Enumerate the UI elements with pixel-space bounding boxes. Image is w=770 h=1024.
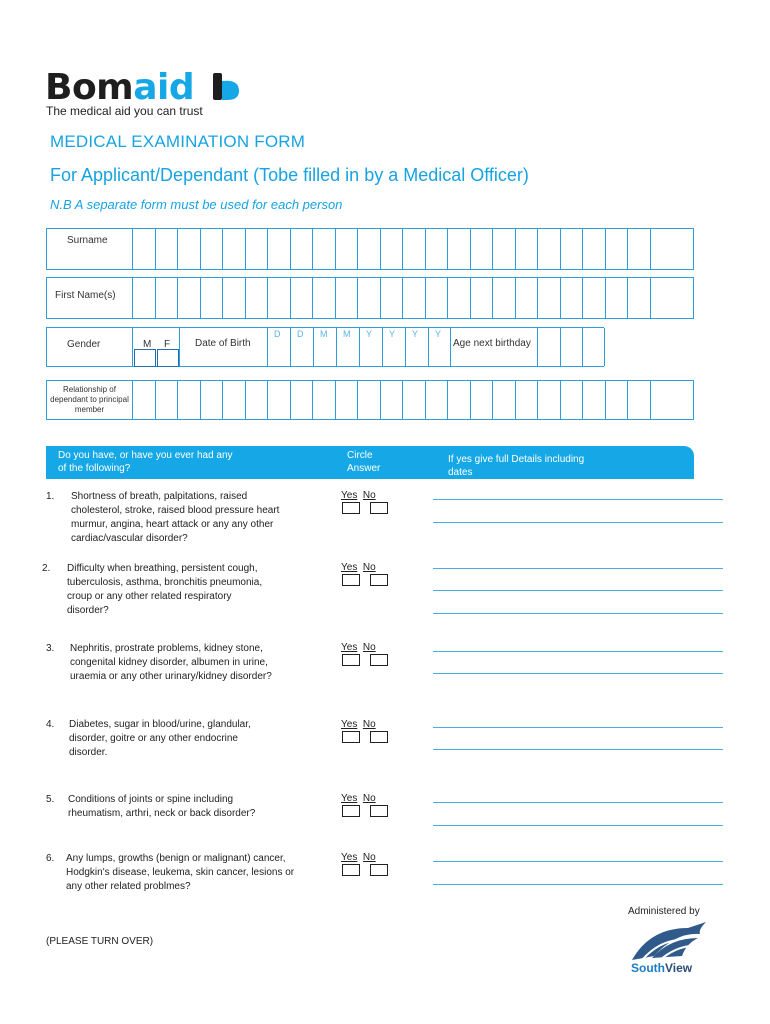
no-box-2[interactable] bbox=[370, 574, 388, 586]
details-line-5b[interactable] bbox=[433, 825, 723, 826]
details-line-5a[interactable] bbox=[433, 802, 723, 803]
form-title: MEDICAL EXAMINATION FORM bbox=[50, 132, 306, 151]
details-line-3a[interactable] bbox=[433, 651, 723, 652]
question-3: 3. Nephritis, prostrate problems, kidney stone, congenital kidney disorder, albumen in urine, uraemia or any other urinary/kidney disorder? bbox=[46, 643, 272, 682]
no-box-4[interactable] bbox=[370, 731, 388, 743]
gender-label: Gender bbox=[67, 339, 101, 350]
header-details: If yes give full Details including dates bbox=[448, 454, 585, 478]
relationship-label: Relationship of dependant to principal member bbox=[50, 385, 129, 414]
first-names-cells[interactable] bbox=[132, 278, 672, 318]
details-line-6a[interactable] bbox=[433, 861, 723, 862]
yes-no-1: Yes No bbox=[341, 490, 376, 501]
first-names-label: First Name(s) bbox=[55, 290, 116, 301]
yes-box-2[interactable] bbox=[342, 574, 360, 586]
yes-no-5: Yes No bbox=[341, 793, 376, 804]
surname-label: Surname bbox=[67, 235, 108, 246]
question-6: 6. Any lumps, growths (benign or malignant) cancer, Hodgkin's disease, leukema, skin cancer, lesions or any other related problmes? bbox=[46, 853, 295, 892]
no-box-3[interactable] bbox=[370, 654, 388, 666]
yes-no-3: Yes No bbox=[341, 642, 376, 653]
no-box-6[interactable] bbox=[370, 864, 388, 876]
age-cells[interactable] bbox=[537, 328, 605, 366]
yes-box-3[interactable] bbox=[342, 654, 360, 666]
gender-m-box[interactable] bbox=[134, 349, 156, 367]
bomaid-logo: Bomaid bbox=[45, 67, 195, 108]
yes-box-1[interactable] bbox=[342, 502, 360, 514]
southview-logo-icon bbox=[628, 920, 716, 962]
no-box-5[interactable] bbox=[370, 805, 388, 817]
gender-f-box[interactable] bbox=[157, 349, 179, 367]
surname-cells[interactable] bbox=[132, 229, 672, 269]
details-line-2b[interactable] bbox=[433, 590, 723, 591]
details-line-4b[interactable] bbox=[433, 749, 723, 750]
details-line-3b[interactable] bbox=[433, 673, 723, 674]
relationship-row bbox=[46, 380, 694, 420]
bomaid-heart-icon bbox=[213, 73, 239, 101]
yes-no-6: Yes No bbox=[341, 852, 376, 863]
question-1: 1. Shortness of breath, palpitations, raised cholesterol, stroke, raised blood pressure heart murmur, angina, heart attack or any any other cardiac/vascular disorder? bbox=[46, 491, 280, 544]
details-line-2c[interactable] bbox=[433, 613, 723, 614]
questions-header bbox=[46, 446, 694, 479]
gender-f-label: F bbox=[164, 339, 171, 350]
details-line-1a[interactable] bbox=[433, 499, 723, 500]
yes-box-4[interactable] bbox=[342, 731, 360, 743]
details-line-1b[interactable] bbox=[433, 522, 723, 523]
yes-box-5[interactable] bbox=[342, 805, 360, 817]
question-4: 4. Diabetes, sugar in blood/urine, glandular, disorder, goitre or any other endocrine disorder. bbox=[46, 719, 251, 758]
details-line-2a[interactable] bbox=[433, 568, 723, 569]
administered-by: Administered by bbox=[628, 906, 700, 917]
form-note: N.B A separate form must be used for each person bbox=[50, 197, 343, 212]
details-line-4a[interactable] bbox=[433, 727, 723, 728]
header-answer: Circle Answer bbox=[347, 450, 381, 474]
surname-row bbox=[46, 228, 694, 270]
form-subtitle: For Applicant/Dependant (Tobe filled in by a Medical Officer) bbox=[50, 165, 529, 185]
question-2: 2. Difficulty when breathing, persistent cough, tuberculosis, asthma, bronchitis pneumonia, croup or any other related respiratory disorder? bbox=[42, 563, 263, 616]
age-label: Age next birthday bbox=[453, 338, 531, 349]
dob-cells[interactable]: D D M M Y Y Y Y bbox=[267, 328, 451, 366]
yes-no-2: Yes No bbox=[341, 562, 376, 573]
yes-box-6[interactable] bbox=[342, 864, 360, 876]
yes-no-4: Yes No bbox=[341, 719, 376, 730]
first-names-row bbox=[46, 277, 694, 319]
southview-logo-text: SouthView bbox=[631, 961, 693, 975]
gender-m-label: M bbox=[143, 339, 152, 350]
tagline: The medical aid you can trust bbox=[46, 104, 203, 118]
gender-dob-row bbox=[46, 327, 604, 367]
relationship-cells[interactable] bbox=[132, 381, 672, 419]
no-box-1[interactable] bbox=[370, 502, 388, 514]
dob-label: Date of Birth bbox=[195, 338, 251, 349]
details-line-6b[interactable] bbox=[433, 884, 723, 885]
please-turn-over: (PLEASE TURN OVER) bbox=[46, 936, 154, 947]
question-5: 5. Conditions of joints or spine including rheumatism, arthri, neck or back disorder? bbox=[46, 794, 256, 819]
header-question: Do you have, or have you ever had any of the following? bbox=[58, 450, 233, 474]
